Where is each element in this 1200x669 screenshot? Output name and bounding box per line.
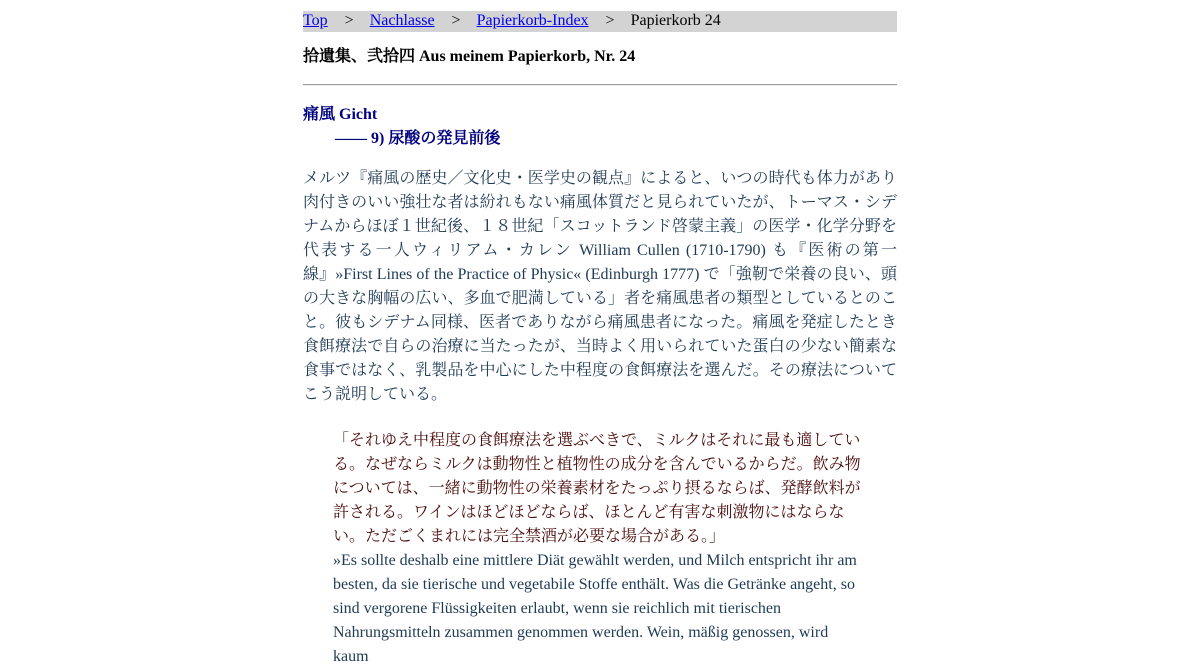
breadcrumb-separator: > — [344, 12, 354, 29]
breadcrumb-current-page: Papierkorb 24 — [630, 12, 721, 29]
breadcrumb-separator: > — [451, 12, 461, 29]
block-quote — [333, 429, 861, 669]
page-title: 拾遺集、弐拾四 Aus meinem Papierkorb, Nr. 24 — [303, 48, 636, 65]
breadcrumb-separator: > — [605, 12, 615, 29]
quote-german: »Es sollte deshalb eine mittlere Diät gewählt werden, und Milch entspricht ihr am besten, da sie tierische und vegetabile Stoffe enthält. Was die Getränke angeht, so sind vergorene Flüssigkeiten erlaubt, wenn sie reichlich mit tierischen Nahrungsmitteln zusammen genommen werden. Wein, mäßig genossen, wird kaum — [333, 552, 857, 665]
breadcrumb-link-nachlasse[interactable]: Nachlasse — [369, 12, 435, 29]
quote-japanese: 「それゆえ中程度の食餌療法を選ぶべきで、ミルクはそれに最も適している。なぜならミルクは動物性と植物性の成分を含んでいるからだ。飲み物については、一緒に動物性の栄養素材をたっぷり摂るならば、発酵飲料が許される。ワインはほどほどならば、ほとんど有害な刺激物にはならない。ただごくまれには完全禁酒が必要な場合がある。」 — [333, 432, 861, 545]
body-paragraph: メルツ『痛風の歴史／文化史・医学史の観点』によると、いつの時代も体力があり肉付きのいい強壮な者は紛れもない痛風体質だと見られていたが、トーマス・シデナムからほぼ１世紀後、１８世紀「スコットランド啓蒙主義」の医学・化学分野を代表する一人ウィリアム・カレン William Cullen (1710-1790) も『医術の第一線』»First Lines of the Practice of Physic« (Edinburgh 1777) で「強靭で栄養の良い、頭の大きな胸幅の広い、多血で肥満している」者を痛風患者の類型としているとのこと。彼もシデナム同様、医者でありながら痛風患者になった。痛風を発症したとき食餌療法で自らの治療に当たったが、当時よく用いられていた蛋白の少ない簡素な食事ではなく、乳製品を中心にした中程度の食餌療法を選んだ。その療法についてこう説明している。 — [303, 170, 897, 403]
section-subtitle: —— 9) 尿酸の発見前後 — [335, 130, 501, 147]
horizontal-divider — [303, 84, 897, 86]
section-title: 痛風 Gicht — [303, 106, 378, 123]
breadcrumb — [303, 11, 897, 32]
breadcrumb-link-top[interactable]: Top — [303, 12, 328, 29]
breadcrumb-link-papierkorb-index[interactable]: Papierkorb-Index — [476, 12, 589, 29]
page — [303, 0, 897, 669]
